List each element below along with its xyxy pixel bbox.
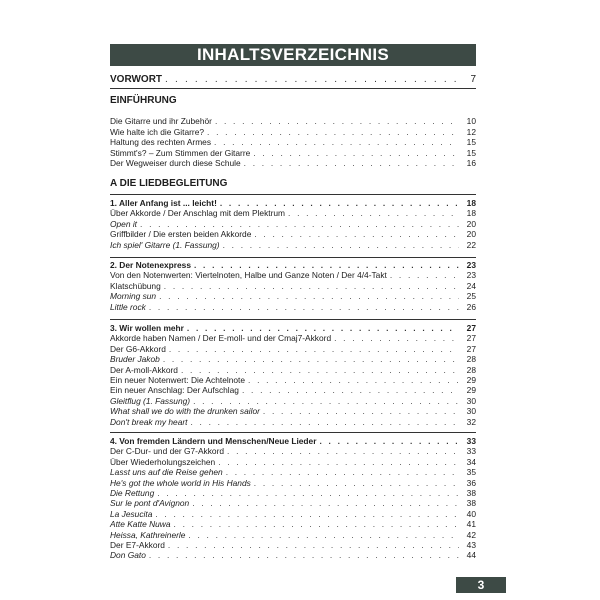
toc-entry <box>110 229 476 239</box>
toc-entry <box>110 127 476 137</box>
toc-entry <box>110 137 476 147</box>
entry-label: Sur le pont d'Avignon <box>110 498 190 509</box>
toc-entry <box>110 208 476 218</box>
heading-part-a: A DIE LIEDBEGLEITUNG <box>110 178 228 189</box>
leader-dots <box>169 344 459 354</box>
entry-label: 3. Wir wollen mehr <box>110 323 184 333</box>
entry-label: Über Akkorde / Der Anschlag mit dem Plektrum <box>110 208 286 219</box>
entry-label: Don't break my heart <box>110 416 188 427</box>
entry-label: 4. Von fremden Ländern und Menschen/Neue Lieder <box>110 436 317 446</box>
entry-label: Der Wegweiser durch diese Schule <box>110 158 241 168</box>
entry-label: Ein neuer Anschlag: Der Aufschlag <box>110 385 239 396</box>
toc-entry <box>110 333 476 343</box>
entry-page: 12 <box>466 127 476 137</box>
entry-page: 32 <box>466 416 476 427</box>
leader-dots <box>193 396 459 406</box>
entry-page: 43 <box>466 540 476 550</box>
entry-page: 23 <box>466 260 476 270</box>
entry-label: Bruder Jakob <box>110 354 160 365</box>
entry-label: Gleitflug (1. Fassung) <box>110 395 191 406</box>
leader-dots <box>159 291 459 301</box>
leader-dots <box>215 116 459 126</box>
section-divider <box>110 432 476 433</box>
entry-label: Der C-Dur- und der G7-Akkord <box>110 446 225 457</box>
entry-page: 10 <box>466 116 476 126</box>
leader-dots <box>207 127 459 137</box>
leader-dots <box>263 406 459 416</box>
entry-page: 33 <box>466 446 476 457</box>
leader-dots <box>218 457 459 467</box>
section-divider <box>110 194 476 195</box>
leader-dots <box>319 436 459 446</box>
entry-label: Open it <box>110 218 138 229</box>
entry-label: Der A-moll-Akkord <box>110 364 178 375</box>
toc-entry <box>110 396 476 406</box>
entry-label: Der E7-Akkord <box>110 540 165 550</box>
toc-entry <box>110 446 476 456</box>
toc-entry <box>110 417 476 427</box>
entry-page: 38 <box>466 498 476 509</box>
toc-entry <box>110 478 476 488</box>
leader-dots <box>140 219 459 229</box>
entry-label: Die Rettung <box>110 488 155 498</box>
entry-label: 1. Aller Anfang ist ... leicht! <box>110 198 217 208</box>
entry-page: 28 <box>466 364 476 375</box>
toc-entry <box>110 240 476 250</box>
toc-entry <box>110 375 476 385</box>
entry-label: Ich spiel' Gitarre (1. Fassung) <box>110 239 220 250</box>
entry-page: 33 <box>466 436 476 446</box>
leader-dots <box>181 365 459 375</box>
toc-entry <box>110 498 476 508</box>
section-title <box>110 260 476 270</box>
section-title <box>110 436 476 446</box>
entry-label: Stimmt's? – Zum Stimmen der Gitarre <box>110 148 251 158</box>
toc-entry-vorwort <box>110 74 476 86</box>
section-title <box>110 323 476 333</box>
entry-page: 18 <box>466 208 476 219</box>
entry-page: 29 <box>466 375 476 385</box>
entry-page: 35 <box>466 467 476 478</box>
toc-entry <box>110 302 476 312</box>
entry-label: Heissa, Kathreinerle <box>110 529 186 540</box>
leader-dots <box>149 302 459 312</box>
entry-label: Über Wiederholungszeichen <box>110 456 216 467</box>
toc-entry <box>110 519 476 529</box>
leader-dots <box>248 375 459 385</box>
entry-page: 16 <box>466 158 476 168</box>
leader-dots <box>187 323 459 333</box>
entry-label: La Jesucita <box>110 508 153 519</box>
entry-label: What shall we do with the drunken sailor <box>110 406 260 417</box>
leader-dots <box>168 540 459 550</box>
leader-dots <box>190 417 459 427</box>
entry-label: Akkorde haben Namen / Der E-moll- und der Cmaj7-Akkord <box>110 333 332 344</box>
entry-label: Morning sun <box>110 291 157 302</box>
entry-page: 30 <box>466 395 476 406</box>
entry-page: 42 <box>466 529 476 540</box>
leader-dots <box>390 270 459 280</box>
entry-page: 26 <box>466 301 476 312</box>
leader-dots <box>163 354 459 364</box>
toc-entry <box>110 488 476 498</box>
entry-label: Der G6-Akkord <box>110 343 166 354</box>
toc-entry <box>110 344 476 354</box>
leader-dots <box>149 550 459 560</box>
toc-entry <box>110 509 476 519</box>
leader-dots <box>155 509 459 519</box>
toc-entry <box>110 354 476 364</box>
leader-dots <box>254 478 459 488</box>
page-number: 3 <box>456 577 506 593</box>
leader-dots <box>174 519 459 529</box>
toc-entry <box>110 530 476 540</box>
entry-label: Wie halte ich die Gitarre? <box>110 127 205 137</box>
entry-page: 29 <box>466 385 476 396</box>
heading-einfuehrung: EINFÜHRUNG <box>110 95 177 106</box>
entry-label: Little rock <box>110 301 146 312</box>
entry-page: 18 <box>466 198 476 208</box>
toc-entry <box>110 540 476 550</box>
vorwort-divider <box>110 88 476 89</box>
toc-entry <box>110 385 476 395</box>
entry-label: Die Gitarre und ihr Zubehör <box>110 116 212 126</box>
toc-entry <box>110 148 476 158</box>
leader-dots <box>165 74 459 86</box>
entry-page: 7 <box>470 74 476 85</box>
toc-title: INHALTSVERZEICHNIS <box>110 44 476 66</box>
leader-dots <box>334 333 459 343</box>
entry-page: 22 <box>466 239 476 250</box>
leader-dots <box>288 208 459 218</box>
entry-page: 27 <box>466 343 476 354</box>
toc-entry <box>110 158 476 168</box>
leader-dots <box>227 446 459 456</box>
leader-dots <box>220 198 459 208</box>
entry-label: Don Gato <box>110 550 146 561</box>
entry-label: Von den Notenwerten: Viertelnoten, Halbe und Ganze Noten / Der 4/4-Takt <box>110 270 387 281</box>
leader-dots <box>254 229 459 239</box>
toc-entry <box>110 467 476 477</box>
section-divider <box>110 257 476 258</box>
entry-label: Lasst uns auf die Reise gehen <box>110 467 223 478</box>
leader-dots <box>242 385 459 395</box>
toc-entry <box>110 550 476 560</box>
entry-label: Griffbilder / Die ersten beiden Akkorde <box>110 229 252 240</box>
entry-page: 28 <box>466 354 476 365</box>
entry-label: 2. Der Notenexpress <box>110 260 191 270</box>
entry-label: Klatschübung <box>110 280 161 291</box>
entry-page: 15 <box>466 137 476 147</box>
entry-page: 34 <box>466 456 476 467</box>
entry-label: Ein neuer Notenwert: Die Achtelnote <box>110 375 246 385</box>
leader-dots <box>226 467 459 477</box>
leader-dots <box>194 260 459 270</box>
toc-entry <box>110 116 476 126</box>
toc-entry <box>110 281 476 291</box>
leader-dots <box>157 488 459 498</box>
toc-entry <box>110 219 476 229</box>
section-title <box>110 198 476 208</box>
entry-label: Atte Katte Nuwa <box>110 519 171 530</box>
entry-label: He's got the whole world in His Hands <box>110 477 251 488</box>
entry-page: 27 <box>466 333 476 344</box>
entry-label: VORWORT <box>110 74 163 85</box>
leader-dots <box>244 158 459 168</box>
toc-entry <box>110 406 476 416</box>
leader-dots <box>223 240 459 250</box>
leader-dots <box>253 148 459 158</box>
entry-page: 25 <box>466 291 476 302</box>
entry-page: 30 <box>466 406 476 417</box>
entry-page: 15 <box>466 148 476 158</box>
entry-label: Haltung des rechten Armes <box>110 137 212 147</box>
toc-entry <box>110 291 476 301</box>
entry-page: 27 <box>466 323 476 333</box>
toc-entry <box>110 270 476 280</box>
entry-page: 20 <box>466 218 476 229</box>
entry-page: 36 <box>466 477 476 488</box>
entry-page: 38 <box>466 488 476 498</box>
leader-dots <box>188 530 459 540</box>
entry-page: 20 <box>466 229 476 240</box>
entry-page: 41 <box>466 519 476 530</box>
toc-entry <box>110 365 476 375</box>
leader-dots <box>214 137 459 147</box>
entry-page: 24 <box>466 280 476 291</box>
section-divider <box>110 319 476 320</box>
toc-entry <box>110 457 476 467</box>
entry-page: 40 <box>466 508 476 519</box>
leader-dots <box>164 281 459 291</box>
entry-page: 23 <box>466 270 476 281</box>
entry-page: 44 <box>466 550 476 561</box>
leader-dots <box>192 498 459 508</box>
